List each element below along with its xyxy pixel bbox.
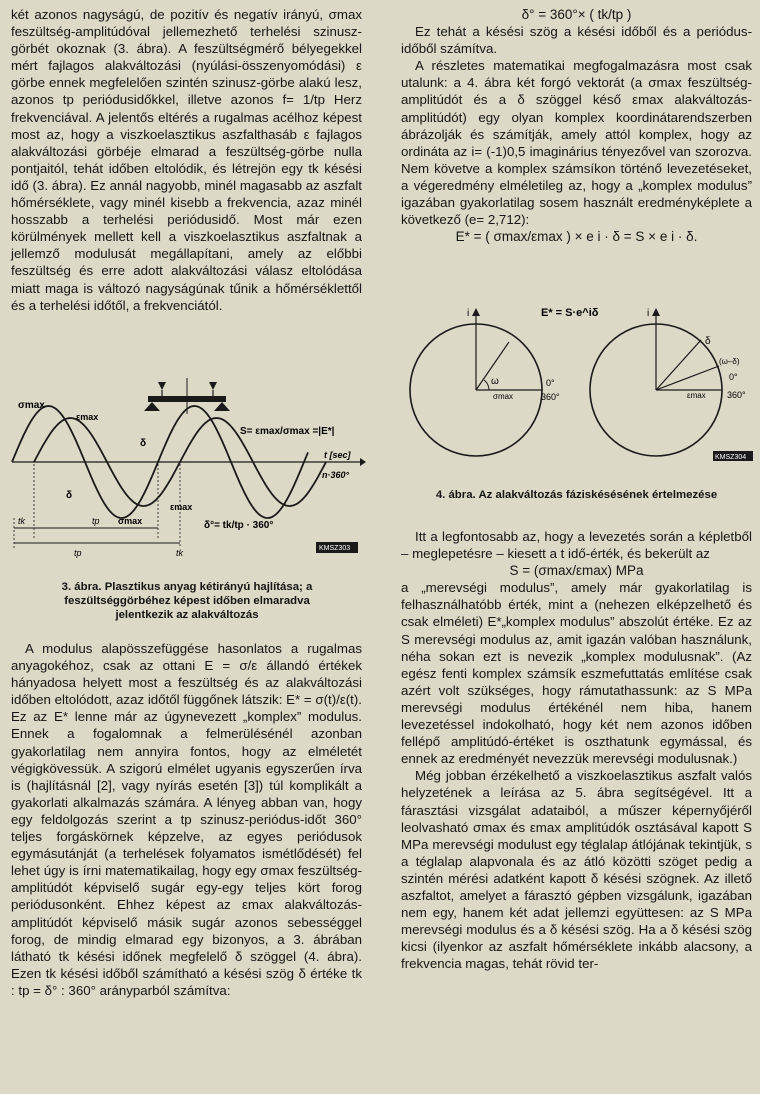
phasor-circle-left	[410, 308, 560, 456]
caption3-line-1: 3. ábra. Plasztikus anyag kétirányú hajlítása; a	[61, 581, 313, 593]
s-formula: S= εmax/σmax =|E*|	[240, 426, 335, 437]
fig3-code: KMSZ303	[319, 545, 351, 552]
delta-formula: δ°= tk/tp · 360°	[204, 520, 274, 531]
fig4-code: KMSZ304	[715, 454, 747, 461]
right-paragraph-1: Ez tehát a késési szög a késési időből és a periódus-időből számítva.	[401, 24, 752, 57]
phasor-circle-right	[590, 308, 746, 456]
figure-3-caption	[18, 580, 356, 622]
fig4-delta: δ	[705, 336, 711, 347]
formula-stiffness: S = (σmax/εmax) MPa	[509, 563, 644, 579]
eps-max-label: εmax	[76, 412, 99, 422]
tk-label-right: tk	[176, 548, 184, 558]
formula-delay-angle: δ° = 360°× ( tk/tp )	[521, 7, 632, 22]
tk-label-left: tk	[18, 516, 26, 526]
right-paragraph-3: Itt a legfontosabb az, hogy a levezetés során a képletből – meglepetésre – kiesett a t idő-érték, és bekerült az	[401, 529, 752, 562]
right-paragraph-2: A részletes matematikai megfogalmazásra most csak utalunk: a 4. ábra két forgó vektorát (a σmax feszültség-amplitúdót és a δ szöggel késő εmax alakváltozás-amplitúdót) egy olyan komplex koordinátarendszerben ábrázolják és számítják, amely attól komplex, hogy az ordináta az i= (-1)0,5 imaginárius tényezővel van szorozva. Nem követve a komplex számsíkon történő levezetéseket, a végeredmény elméletileg az, hogy a „komplex modulus” igazában gyakorlatilag sosem használt eredményképlete a következő (e= 2,712):	[401, 58, 752, 228]
figure-3	[8, 378, 366, 570]
formula-complex-modulus: E* = ( σmax/εmax ) × e i · δ = S × e i · δ.	[455, 229, 698, 245]
tp-label-bottom: tp	[74, 548, 82, 558]
fig4-sigma-left: σmax	[493, 392, 514, 401]
left-text-bottom	[11, 640, 362, 999]
fig4-i-left: i	[467, 308, 470, 319]
fig4-zero-left: 0°	[546, 378, 555, 388]
delta-label-bottom: δ	[66, 490, 73, 501]
left-paragraph-1: két azonos nagyságú, de pozitív és negatív irányú, σmax feszültség-amplitúdóval jellemezhető terhelési szinusz-görbét okoznak (3. ábra). A feszültségmérő bélyegekkel mért fajlagos alakváltozási (nyúlási-összenyomódási) ε görbe ennek megfelelően szintén szinusz-görbe alakú lesz, azonos tp periódusidőkkel, illetve azonos f= 1/tp Herz frekvenciával. A jelentős eltérés a rugalmas acélhoz képest most az, hogy a viszkoelasztikus aszfalthasáb ε fajlagos alakváltozási görbéje elmarad a feszültség-görbe nulla pontjaitól, tehát időben eltolódik, és létrejön egy tk késési idő (3. ábra). Ez annál nagyobb, minél magasabb az aszfalt hőmérséklete, vagy minél kisebb a frekvencia, azaz minél hosszabb a terhelési periódusidő. Most már ezen körülmények mellett kell a viszkoelasztikus aszfaltnak a jellemző modulusát megállapítani, amely az előbbi feszültség és erre adott alakváltozási válasz eltolódása miatt maga is változó nagyságúnak tűnik a hőmérséklettől és a terhelési időtől, a frekvenciától.	[11, 7, 362, 313]
delta-label-top: δ	[140, 438, 147, 449]
right-paragraph-4: a „merevségi modulus”, amely már gyakorlatilag is felhasználhatóbb érték, mint a (nehezen elképzelhető és csak elméleti) E*„komplex modulus” abszolút értéke. Ez az S merevségi modulus az, amit igazán valóban használunk, néha sokan ezt is nevezik „komplex modulusnak”. (Az egész fenti komplex számsík eszmefuttatás említése csak azért volt szükséges, hogy rámutathassunk: az S MPa merevségi modulus értékénél nem hiba, hanem levezetéssel indokolható, hogy két nem azonos időben fellépő amplitúdó-értéket is oszthatunk egymással, és ennek az eredményét nevezzük merevségi modulusnak.)	[401, 580, 752, 767]
figure-4-caption: 4. ábra. Az alakváltozás fáziskésésének értelmezése	[435, 489, 718, 501]
caption3-line-3: jelentkezik az alakváltozás	[115, 609, 259, 621]
fig4-i-right: i	[647, 308, 650, 319]
figure-4	[401, 302, 756, 470]
fig4-omega-left: ω	[491, 376, 499, 387]
right-paragraph-5: Még jobban érzékelhető a viszkoelasztikus aszfalt valós helyzetének a leírása az 5. ábra segítségével. Itt a fárasztási vizsgálat adataiból, a műszer képernyőjéről leolvasható σmax és εmax amplitúdók osztásával kapott S MPa merevségi modulust egy téglalap átlójának tekintjük, s a téglalap alapvonala és az átló közötti szöget pedig a szintén mérési adatként kapott δ késési szögnek. Az illető aszfaltot, amelyet a fárasztó gépben vizsgálunk, igazában nem egy, hanem két adat jellemzi együttesen: az S MPa merevségi modulus és a δ késési szög. Ha a δ késési szög kicsi (ilyenkor az aszfalt hőmérséklete inkább alacsony, a frekvencia magas, tehát rövid ter-	[401, 768, 752, 972]
tp-label-top: tp	[92, 516, 100, 526]
sigma-max-label: σmax	[18, 400, 45, 411]
fig4-title: E* = S·e^iδ	[541, 307, 599, 319]
right-text-top	[401, 6, 752, 245]
left-text-top	[11, 6, 362, 314]
right-text-bottom	[401, 528, 752, 972]
fig4-zero-right: 0°	[729, 372, 738, 382]
caption3-line-2: feszültséggörbéhez képest időben elmaradva	[64, 595, 310, 607]
fig4-360-left: 360°	[541, 392, 560, 402]
fig4-omega-delta: (ω–δ)	[719, 357, 740, 366]
n360-label: n·360°	[322, 470, 350, 480]
eps-max-bottom: εmax	[170, 502, 193, 512]
left-paragraph-2: A modulus alapösszefüggése hasonlatos a rugalmas anyagokéhoz, csak az ottani E = σ/ε állandó értékek hányadosa helyett most a feszültség és az alakváltozási időben eltolódott, azaz időtől függőnek látszik: E* = σ(t)/ε(t). Ez az E* lenne már az úgynevezett „komplex” modulus. Ennek a fogalomnak a felmerülésénél azonban gyakorlatilag nem annyira fontos, hogy az elméletét végigkövessük. A szigorú elmélet ugyanis egyszerűen írva is (hajlításnál [2], vagy nyírás esetén [3]) túl komplikált a gyakorlati alkalmazás számára. A lényeg abban van, hogy egy feldolgozás szerint a tp szinusz-periódus-időt 360° teljes forgáskörnek képzelve, az egyes periódusok egymásutánját (a terhelések folyamatos ismétlődését) fel lehet úgy is írni matematikailag, hogy egy σmax feszültség-amplitúdót képviselő sugár egy-egy teljes kört forog periódusonként. Ehhez képest az εmax alakváltozás-amplitúdót képviselő másik sugár azonos sebességgel forog, de mindig elmarad egy bizonyos, a 3. ábrában látható tk késési időnek megfelelő δ szöggel (4. ábra). Ezen tk késési időből számítható a késési szög δ értéke tk : tp = δ° : 360° arányparból számítva:	[11, 641, 362, 998]
fig4-eps-right: εmax	[687, 391, 706, 400]
sigma-max-bottom: σmax	[118, 516, 143, 526]
fig4-360-right: 360°	[727, 390, 746, 400]
t-sec-label: t [sec]	[324, 450, 351, 460]
